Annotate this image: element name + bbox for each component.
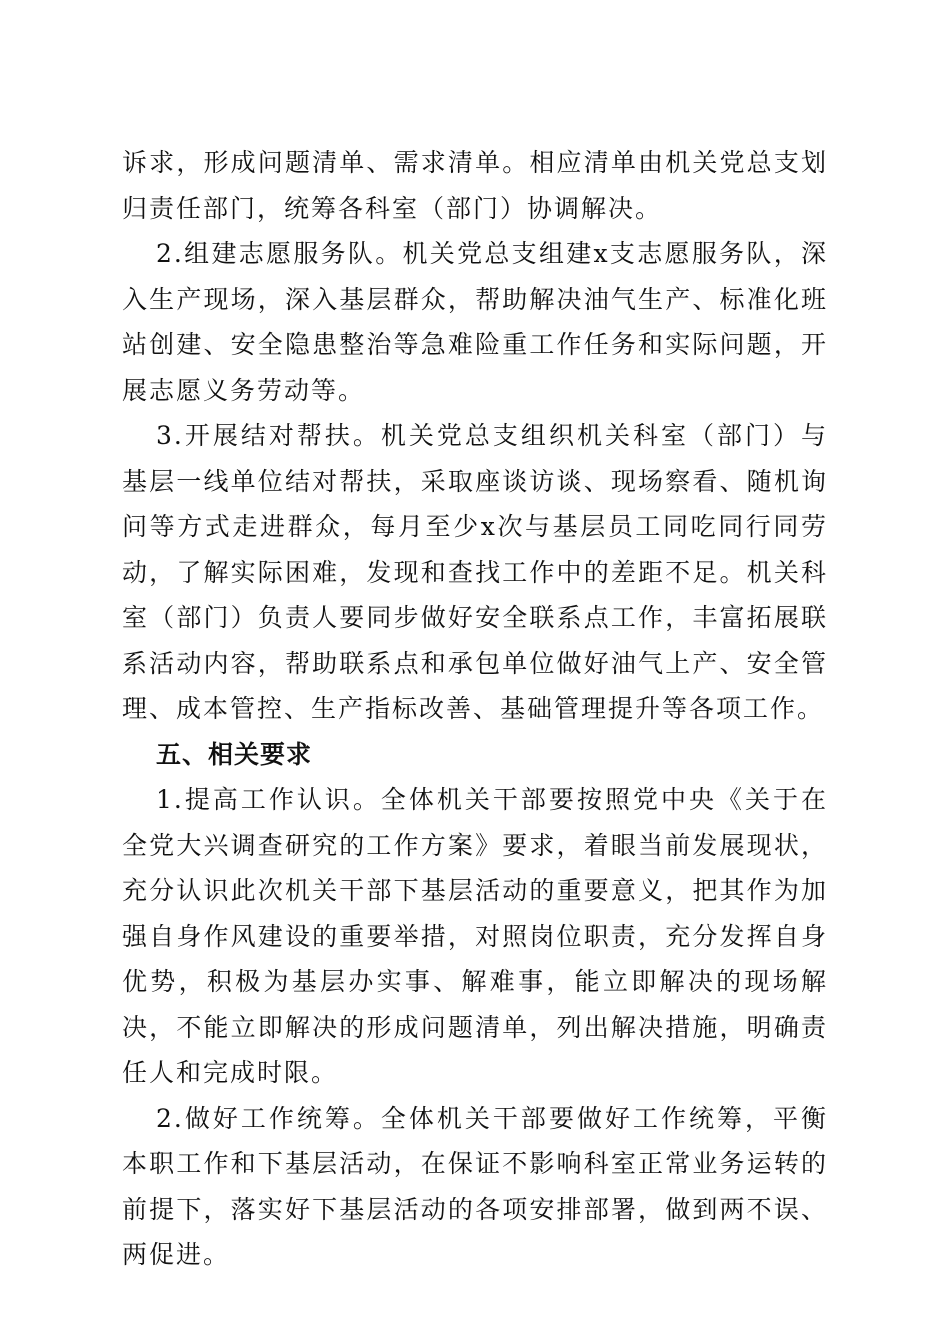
paragraph-item-coordination: 2.做好工作统筹。全体机关干部要做好工作统筹，平衡本职工作和下基层活动，在保证不影响科室正常业务运转的前提下，落实好下基层活动的各项安排部署，做到两不误、两促进。	[122, 1103, 828, 1269]
paragraph-item-awareness: 1.提高工作认识。全体机关干部要按照党中央《关于在全党大兴调查研究的工作方案》要求，着眼当前发展现状，充分认识此次机关干部下基层活动的重要意义，把其作为加强自身作风建设的重要举措，对照岗位职责，充分发挥自身优势，积极为基层办实事、解难事，能立即解决的现场解决，不能立即解决的形成问题清单，列出解决措施，明确责任人和完成时限。	[122, 785, 828, 1087]
document-body	[122, 140, 828, 1278]
paragraph-item-volunteer-team: 2.组建志愿服务队。机关党总支组建x支志愿服务队，深入生产现场，深入基层群众，帮助解决油气生产、标准化班站创建、安全隐患整治等急难险重工作任务和实际问题，开展志愿义务劳动等。	[122, 239, 828, 405]
paragraph-item-pairing-assistance: 3.开展结对帮扶。机关党总支组织机关科室（部门）与基层一线单位结对帮扶，采取座谈访谈、现场察看、随机询问等方式走进群众，每月至少x次与基层员工同吃同行同劳动，了解实际困难，发现和查找工作中的差距不足。机关科室（部门）负责人要同步做好安全联系点工作，丰富拓展联系活动内容，帮助联系点和承包单位做好油气上产、安全管理、成本管控、生产指标改善、基础管理提升等各项工作。	[122, 421, 828, 723]
section-heading-requirements: 五、相关要求	[156, 739, 313, 769]
paragraph-continuation: 诉求，形成问题清单、需求清单。相应清单由机关党总支划归责任部门，统筹各科室（部门）协调解决。	[122, 148, 828, 223]
